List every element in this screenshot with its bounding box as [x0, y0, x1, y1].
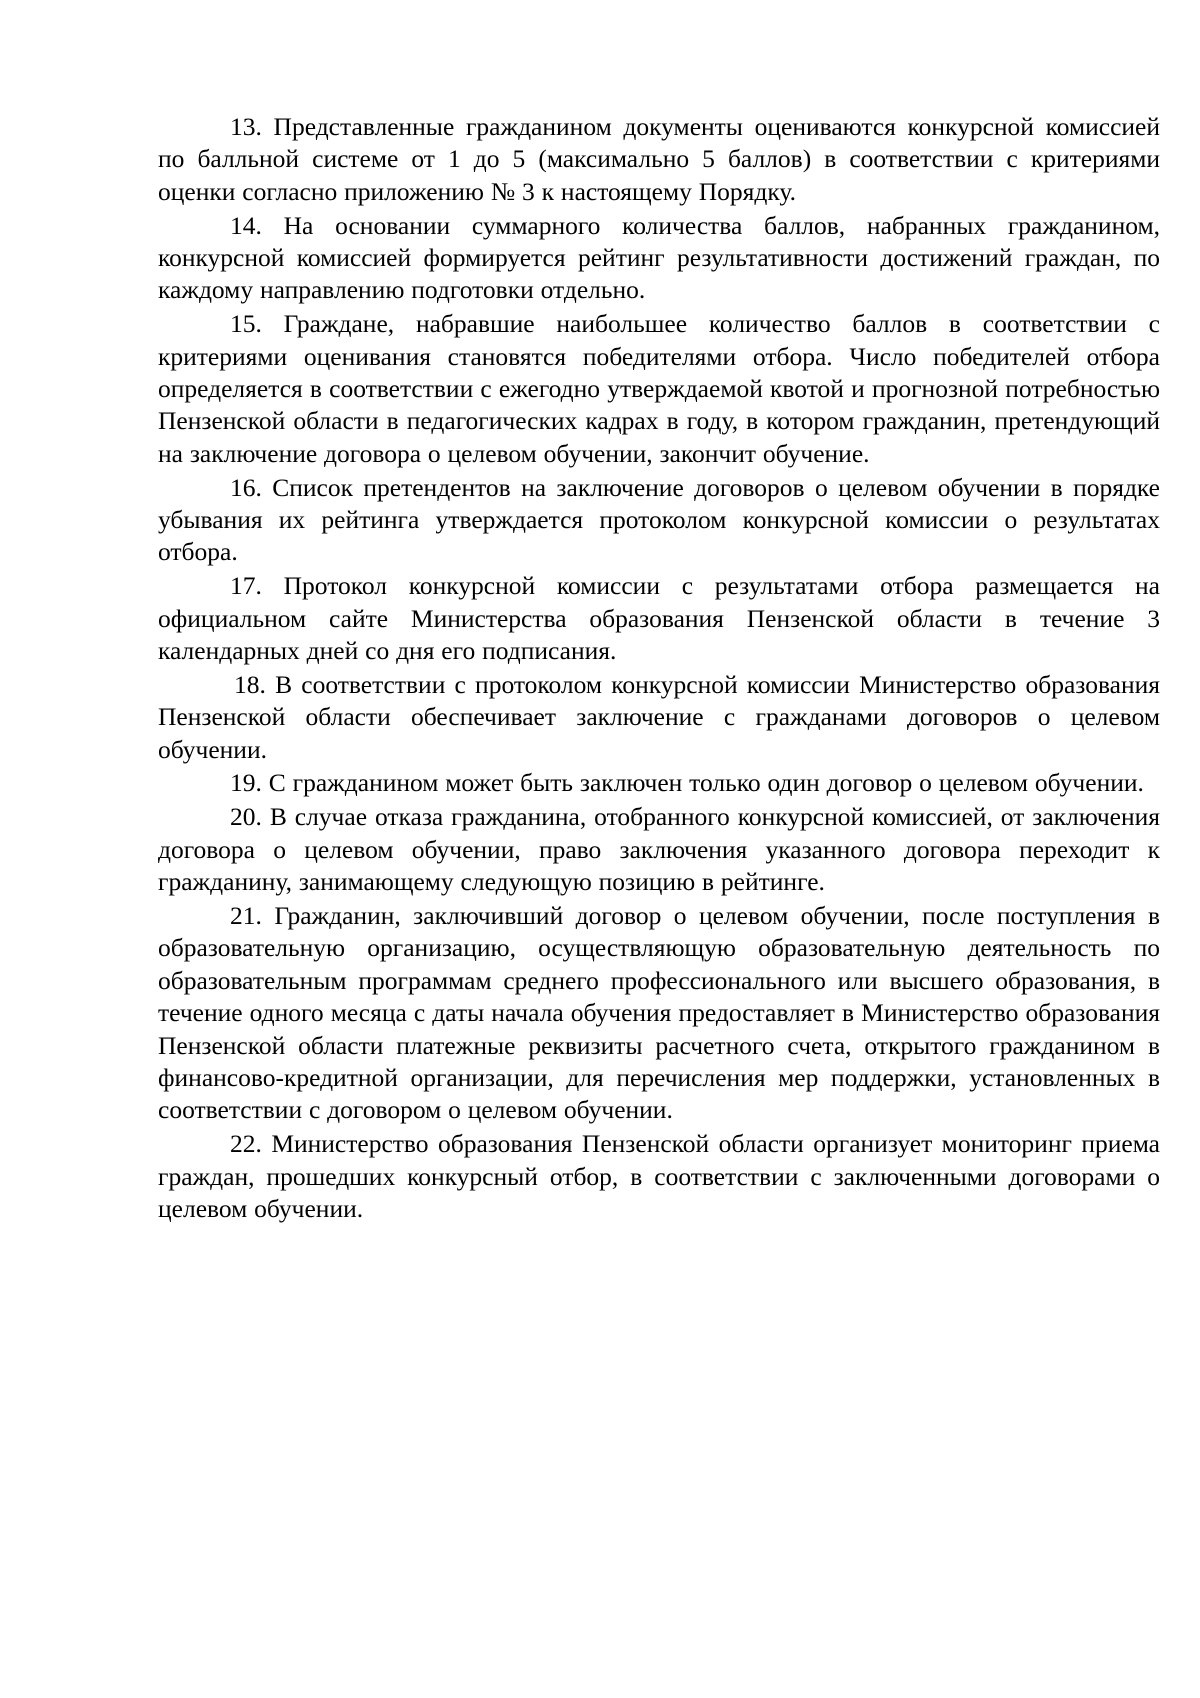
document-page: [158, 111, 1160, 1227]
paragraph-22: 22. Министерство образования Пензенской области организует мониторинг приема граждан, прошедших конкурсный отбор, в соответствии с заключенными договорами о целевом обучении.: [158, 1129, 1160, 1223]
paragraph-18: 18. В соответствии с протоколом конкурсной комиссии Министерство образования Пензенской области обеспечивает заключение с гражданами договоров о целевом обучении.: [158, 669, 1160, 764]
paragraph-19: 19. С гражданином может быть заключен только один договор о целевом обучении.: [230, 768, 1144, 798]
paragraph-21: 21. Гражданин, заключивший договор о целевом обучении, после поступления в образовательную организацию, осуществляющую образовательную деятельность по образовательным программам среднего профессионального или высшего образования, в течение одного месяца с даты начала обучения предоставляет в Министерство образования Пензенской области платежные реквизиты расчетного счета, открытого гражданином в финансово-кредитной организации, для перечисления мер поддержки, установленных в соответствии с договором о целевом обучении.: [158, 900, 1160, 1125]
paragraph-20: 20. В случае отказа гражданина, отобранного конкурсной комиссией, от заключения договора о целевом обучении, право заключения указанного договора переходит к гражданину, занимающему следующую позицию в рейтинге.: [158, 802, 1160, 897]
paragraph-13: 13. Представленные гражданином документы оцениваются конкурсной комиссией по балльной системе от 1 до 5 (максимально 5 баллов) в соответствии с критериями оценки согласно приложению № 3 к настоящему Порядку.: [158, 112, 1160, 206]
paragraph-17: 17. Протокол конкурсной комиссии с результатами отбора размещается на официальном сайте Министерства образования Пензенской области в течение 3 календарных дней со дня его подписания.: [158, 571, 1160, 666]
paragraph-16: 16. Список претендентов на заключение договоров о целевом обучении в порядке убывания их рейтинга утверждается протоколом конкурсной комиссии о результатах отбора.: [158, 472, 1160, 567]
paragraph-14: 14. На основании суммарного количества баллов, набранных гражданином, конкурсной комиссией формируется рейтинг результативности достижений граждан, по каждому направлению подготовки отдельно.: [158, 210, 1160, 305]
paragraph-15: 15. Граждане, набравшие наибольшее количество баллов в соответствии с критериями оценивания становятся победителями отбора. Число победителей отбора определяется в соответствии с ежегодно утверждаемой квотой и прогнозной потребностью Пензенской области в педагогических кадрах в году, в котором гражданин, претендующий на заключение договора о целевом обучении, закончит обучение.: [158, 309, 1160, 468]
